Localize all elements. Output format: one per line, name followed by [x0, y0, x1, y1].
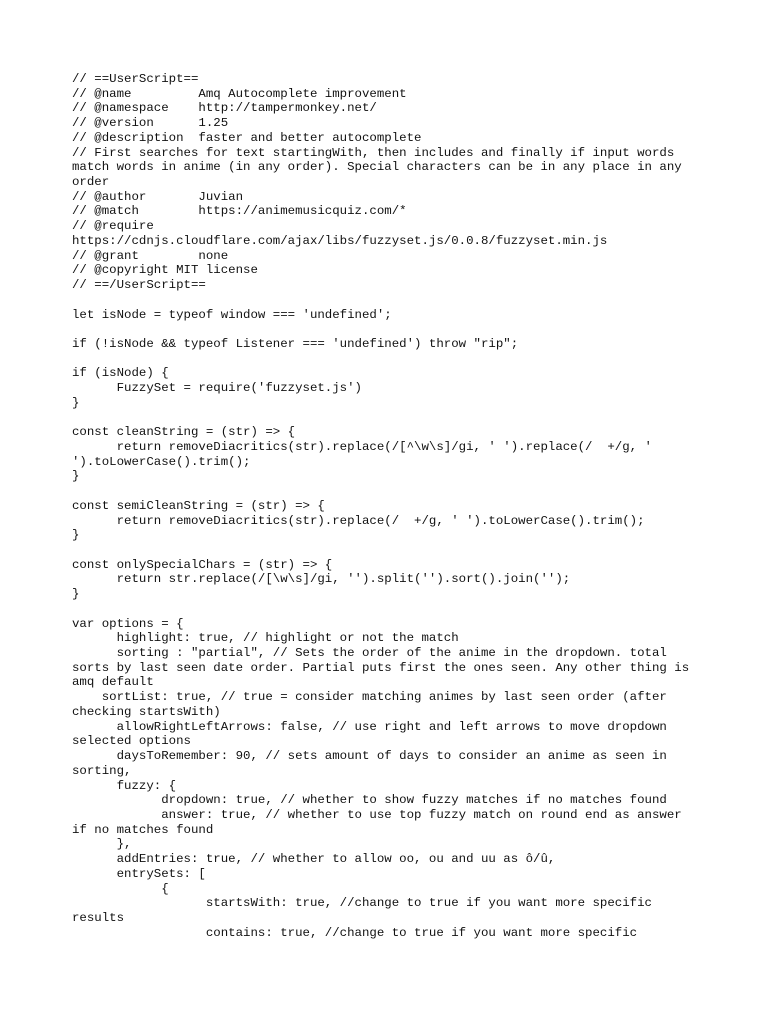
code-line: return removeDiacritics(str).replace(/[^\w\s]/gi, ' ').replace(/ +/g, ': [72, 439, 652, 454]
code-line: }: [72, 395, 80, 410]
code-line: [72, 322, 702, 337]
code-line: https://cdnjs.cloudflare.com/ajax/libs/fuzzyset.js/0.0.8/fuzzyset.min.js: [72, 233, 608, 248]
code-line: sorting,: [72, 763, 132, 778]
code-line: contains: true, //change to true if you want more specific: [72, 925, 638, 940]
code-line: fuzzy: {: [72, 778, 177, 793]
code-line: // @grant none: [72, 248, 229, 263]
code-line: }: [72, 469, 80, 484]
code-line: // @name Amq Autocomplete improvement: [72, 86, 407, 101]
code-line: [72, 352, 702, 367]
code-listing: [72, 72, 702, 940]
code-line: // @author Juvian: [72, 189, 244, 204]
code-line: return str.replace(/[\w\s]/gi, '').split('').sort().join('');: [72, 572, 571, 587]
code-line: match words in anime (in any order). Special characters can be in any place in any: [72, 160, 682, 175]
code-line: sortList: true, // true = consider matching animes by last seen order (after: [72, 690, 667, 705]
code-line: }: [72, 587, 80, 602]
code-line: highlight: true, // highlight or not the match: [72, 631, 459, 646]
code-line: const onlySpecialChars = (str) => {: [72, 557, 333, 572]
code-line: if no matches found: [72, 822, 214, 837]
code-line: ').toLowerCase().trim();: [72, 454, 251, 469]
code-line: [72, 543, 702, 558]
code-line: // @description faster and better autocomplete: [72, 130, 422, 145]
code-line: const semiCleanString = (str) => {: [72, 498, 325, 513]
code-line: [72, 293, 702, 308]
code-line: [72, 411, 702, 426]
code-line: startsWith: true, //change to true if you want more specific: [72, 896, 652, 911]
code-line: const cleanString = (str) => {: [72, 425, 296, 440]
code-line: // @copyright MIT license: [72, 263, 258, 278]
code-line: // @namespace http://tampermonkey.net/: [72, 101, 377, 116]
code-line: checking startsWith): [72, 704, 221, 719]
code-line: // ==/UserScript==: [72, 278, 206, 293]
code-line: }: [72, 528, 80, 543]
code-line: // @version 1.25: [72, 116, 229, 131]
code-line: [72, 484, 702, 499]
code-line: },: [72, 837, 132, 852]
code-line: [72, 602, 702, 617]
code-line: var options = {: [72, 616, 184, 631]
code-line: allowRightLeftArrows: false, // use right and left arrows to move dropdown: [72, 719, 667, 734]
code-line: amq default: [72, 675, 154, 690]
code-line: return removeDiacritics(str).replace(/ +/g, ' ').toLowerCase().trim();: [72, 513, 645, 528]
code-line: // @match https://animemusicquiz.com/*: [72, 204, 407, 219]
code-line: addEntries: true, // whether to allow oo, ou and uu as ô/û,: [72, 852, 556, 867]
code-line: // First searches for text startingWith, then includes and finally if input words: [72, 145, 675, 160]
code-line: answer: true, // whether to use top fuzzy match on round end as answer: [72, 807, 682, 822]
code-line: // @require: [72, 219, 154, 234]
code-line: selected options: [72, 734, 191, 749]
code-line: order: [72, 175, 110, 190]
code-line: entrySets: [: [72, 866, 206, 881]
code-line: if (!isNode && typeof Listener === 'undefined') throw "rip";: [72, 336, 519, 351]
code-line: if (isNode) {: [72, 366, 169, 381]
code-line: {: [72, 881, 169, 896]
code-line: // ==UserScript==: [72, 72, 199, 86]
code-line: sorting : "partial", // Sets the order of the anime in the dropdown. total: [72, 646, 667, 661]
code-line: sorts by last seen date order. Partial puts first the ones seen. Any other thing is: [72, 660, 690, 675]
code-line: results: [72, 910, 125, 925]
code-line: let isNode = typeof window === 'undefined';: [72, 307, 392, 322]
code-line: daysToRemember: 90, // sets amount of days to consider an anime as seen in: [72, 749, 667, 764]
code-line: FuzzySet = require('fuzzyset.js'): [72, 381, 362, 396]
code-line: dropdown: true, // whether to show fuzzy matches if no matches found: [72, 793, 667, 808]
